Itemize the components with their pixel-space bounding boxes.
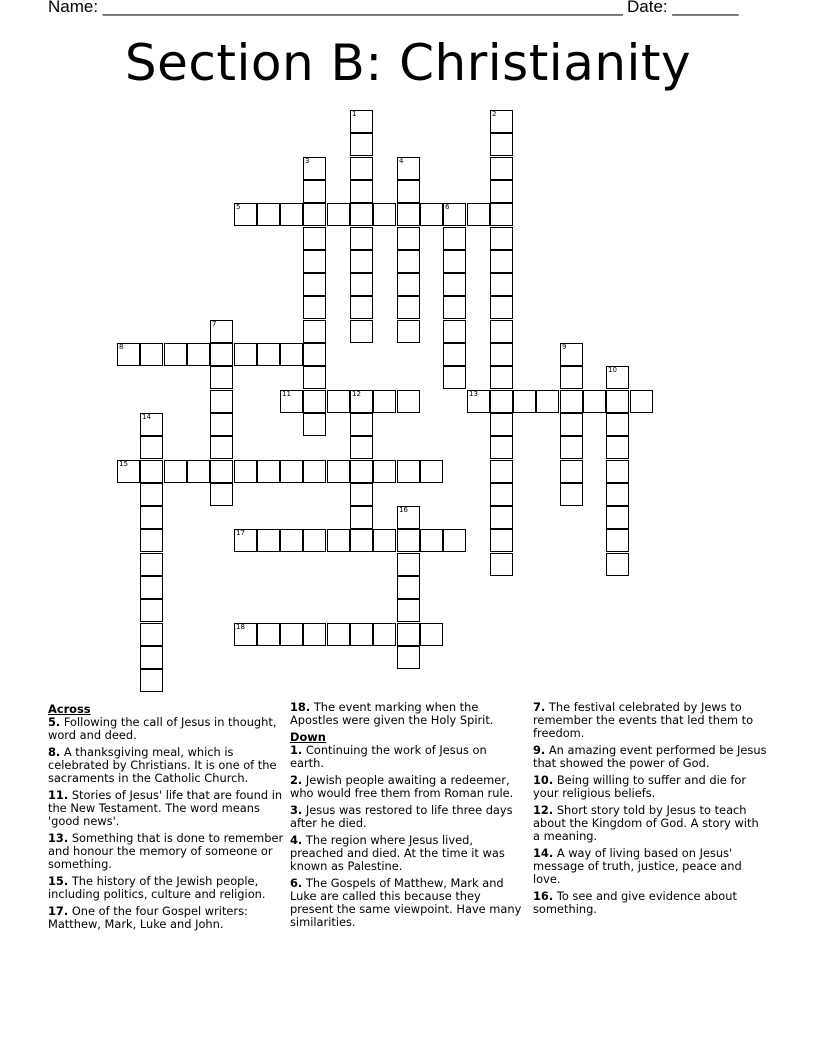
grid-cell[interactable] xyxy=(490,180,513,203)
grid-cell[interactable] xyxy=(187,343,210,366)
grid-cell[interactable] xyxy=(373,623,396,646)
grid-cell[interactable] xyxy=(490,273,513,296)
grid-cell[interactable] xyxy=(140,483,163,506)
grid-cell[interactable] xyxy=(303,157,326,180)
grid-cell[interactable] xyxy=(606,413,629,436)
grid-cell[interactable] xyxy=(280,390,303,413)
grid-cell[interactable] xyxy=(397,623,420,646)
grid-cell[interactable] xyxy=(397,296,420,319)
clue-number: 13 xyxy=(469,390,478,398)
grid-cell[interactable] xyxy=(303,203,326,226)
grid-cell[interactable] xyxy=(490,110,513,133)
grid-cell[interactable] xyxy=(350,529,373,552)
grid-cell[interactable] xyxy=(257,203,280,226)
grid-cell[interactable] xyxy=(536,390,559,413)
grid-cell[interactable] xyxy=(606,390,629,413)
grid-cell[interactable] xyxy=(210,413,233,436)
grid-cell[interactable] xyxy=(164,343,187,366)
clue-down-7: 7. The festival celebrated by Jews to remember the events that led them to freedom. xyxy=(533,700,754,740)
grid-cell[interactable] xyxy=(397,157,420,180)
grid-cell[interactable] xyxy=(350,180,373,203)
grid-cell[interactable] xyxy=(117,460,140,483)
grid-cell[interactable] xyxy=(443,296,466,319)
clue-number: 9 xyxy=(562,343,567,351)
clue-across-18: 18. The event marking when the Apostles were given the Holy Spirit. xyxy=(290,700,494,727)
grid-cell[interactable] xyxy=(490,203,513,226)
grid-cell[interactable] xyxy=(327,529,350,552)
clue-number: 10 xyxy=(608,366,617,374)
clue-down-6: 6. The Gospels of Matthew, Mark and Luke are called this because they present the same viewpoint. Have many similarities. xyxy=(290,876,522,929)
grid-cell[interactable] xyxy=(140,646,163,669)
clue-across-13: 13. Something that is done to remember and honour the memory of someone or something. xyxy=(48,831,284,871)
grid-cell[interactable] xyxy=(187,460,210,483)
grid-cell[interactable] xyxy=(397,203,420,226)
grid-cell[interactable] xyxy=(303,320,326,343)
grid-cell[interactable] xyxy=(606,529,629,552)
down-heading: Down xyxy=(290,730,326,744)
grid-cell[interactable] xyxy=(420,623,443,646)
clue-number: 1 xyxy=(352,110,357,118)
grid-cell[interactable] xyxy=(420,460,443,483)
grid-cell[interactable] xyxy=(140,343,163,366)
grid-cell[interactable] xyxy=(443,203,466,226)
grid-cell[interactable] xyxy=(303,250,326,273)
grid-cell[interactable] xyxy=(350,273,373,296)
grid-cell[interactable] xyxy=(350,296,373,319)
grid-cell[interactable] xyxy=(234,460,257,483)
grid-cell[interactable] xyxy=(490,133,513,156)
clue-down-10: 10. Being willing to suffer and die for your religious beliefs. xyxy=(533,773,747,800)
grid-cell[interactable] xyxy=(397,390,420,413)
grid-cell[interactable] xyxy=(490,553,513,576)
grid-cell[interactable] xyxy=(373,203,396,226)
clue-number: 11 xyxy=(282,390,291,398)
grid-cell[interactable] xyxy=(397,180,420,203)
grid-cell[interactable] xyxy=(397,250,420,273)
clue-across-5: 5. Following the call of Jesus in thought, word and deed. xyxy=(48,715,277,742)
grid-cell[interactable] xyxy=(303,623,326,646)
grid-cell[interactable] xyxy=(560,413,583,436)
grid-cell[interactable] xyxy=(583,390,606,413)
grid-cell[interactable] xyxy=(397,576,420,599)
grid-cell[interactable] xyxy=(164,460,187,483)
name-field[interactable]: Name: _______________________________________________________ xyxy=(48,0,623,16)
grid-cell[interactable] xyxy=(373,460,396,483)
clue-down-1: 1. Continuing the work of Jesus on earth. xyxy=(290,743,487,770)
grid-cell[interactable] xyxy=(397,599,420,622)
grid-cell[interactable] xyxy=(420,203,443,226)
grid-cell[interactable] xyxy=(350,460,373,483)
grid-cell[interactable] xyxy=(210,390,233,413)
grid-cell[interactable] xyxy=(280,623,303,646)
grid-cell[interactable] xyxy=(140,529,163,552)
clue-down-14: 14. A way of living based on Jesus' message of truth, justice, peace and love. xyxy=(533,846,742,886)
grid-cell[interactable] xyxy=(327,623,350,646)
grid-cell[interactable] xyxy=(303,460,326,483)
grid-cell[interactable] xyxy=(606,436,629,459)
grid-cell[interactable] xyxy=(257,623,280,646)
grid-cell[interactable] xyxy=(140,623,163,646)
clue-number: 7 xyxy=(212,320,217,328)
grid-cell[interactable] xyxy=(327,460,350,483)
grid-cell[interactable] xyxy=(280,203,303,226)
grid-cell[interactable] xyxy=(350,436,373,459)
grid-cell[interactable] xyxy=(303,273,326,296)
clues-column-1 xyxy=(48,701,284,935)
clues-column-2 xyxy=(290,701,522,933)
grid-cell[interactable] xyxy=(257,529,280,552)
grid-cell[interactable] xyxy=(303,390,326,413)
grid-cell[interactable] xyxy=(490,413,513,436)
grid-cell[interactable] xyxy=(350,320,373,343)
grid-cell[interactable] xyxy=(397,646,420,669)
grid-cell[interactable] xyxy=(397,529,420,552)
grid-cell[interactable] xyxy=(490,506,513,529)
clue-down-12: 12. Short story told by Jesus to teach about the Kingdom of God. A story with a meaning. xyxy=(533,803,759,843)
clue-down-4: 4. The region where Jesus lived, preached and died. At the time it was known as Palestine. xyxy=(290,833,505,873)
clue-down-3: 3. Jesus was restored to life three days after he died. xyxy=(290,803,513,830)
grid-cell[interactable] xyxy=(210,460,233,483)
grid-cell[interactable] xyxy=(560,436,583,459)
grid-cell[interactable] xyxy=(303,227,326,250)
grid-cell[interactable] xyxy=(490,390,513,413)
grid-cell[interactable] xyxy=(234,623,257,646)
grid-cell[interactable] xyxy=(140,576,163,599)
clue-number: 6 xyxy=(445,203,450,211)
grid-cell[interactable] xyxy=(490,366,513,389)
grid-cell[interactable] xyxy=(350,250,373,273)
grid-cell[interactable] xyxy=(490,436,513,459)
grid-cell[interactable] xyxy=(210,366,233,389)
grid-cell[interactable] xyxy=(350,133,373,156)
grid-cell[interactable] xyxy=(140,669,163,692)
clue-across-8: 8. A thanksgiving meal, which is celebrated by Christians. It is one of the sacraments in the Catholic Church. xyxy=(48,745,277,785)
clue-down-16: 16. To see and give evidence about something. xyxy=(533,889,737,916)
clue-number: 12 xyxy=(352,390,361,398)
grid-cell[interactable] xyxy=(350,203,373,226)
grid-cell[interactable] xyxy=(257,460,280,483)
grid-cell[interactable] xyxy=(397,320,420,343)
clues-column-3 xyxy=(533,701,769,920)
grid-cell[interactable] xyxy=(210,320,233,343)
grid-cell[interactable] xyxy=(490,227,513,250)
grid-cell[interactable] xyxy=(606,483,629,506)
grid-cell[interactable] xyxy=(443,250,466,273)
grid-cell[interactable] xyxy=(350,390,373,413)
grid-cell[interactable] xyxy=(490,483,513,506)
grid-cell[interactable] xyxy=(303,343,326,366)
clue-number: 3 xyxy=(305,157,310,165)
clue-across-15: 15. The history of the Jewish people, including politics, culture and religion. xyxy=(48,874,266,901)
grid-cell[interactable] xyxy=(397,506,420,529)
clue-number: 14 xyxy=(142,413,151,421)
grid-cell[interactable] xyxy=(140,460,163,483)
grid-cell[interactable] xyxy=(560,483,583,506)
grid-cell[interactable] xyxy=(140,553,163,576)
grid-cell[interactable] xyxy=(234,529,257,552)
grid-cell[interactable] xyxy=(350,157,373,180)
grid-cell[interactable] xyxy=(467,203,490,226)
grid-cell[interactable] xyxy=(560,366,583,389)
grid-cell[interactable] xyxy=(630,390,653,413)
clue-down-2: 2. Jewish people awaiting a redeemer, who would free them from Roman rule. xyxy=(290,773,514,800)
grid-cell[interactable] xyxy=(490,157,513,180)
grid-cell[interactable] xyxy=(303,413,326,436)
grid-cell[interactable] xyxy=(397,460,420,483)
clue-number: 8 xyxy=(119,343,124,351)
clue-number: 5 xyxy=(236,203,241,211)
grid-cell[interactable] xyxy=(560,460,583,483)
grid-cell[interactable] xyxy=(560,343,583,366)
grid-cell[interactable] xyxy=(560,390,583,413)
grid-cell[interactable] xyxy=(234,203,257,226)
grid-cell[interactable] xyxy=(606,553,629,576)
grid-cell[interactable] xyxy=(606,506,629,529)
grid-cell[interactable] xyxy=(210,436,233,459)
clue-number: 17 xyxy=(236,529,245,537)
grid-cell[interactable] xyxy=(303,529,326,552)
grid-cell[interactable] xyxy=(606,366,629,389)
grid-cell[interactable] xyxy=(350,483,373,506)
grid-cell[interactable] xyxy=(443,366,466,389)
grid-cell[interactable] xyxy=(467,390,490,413)
grid-cell[interactable] xyxy=(210,343,233,366)
date-field[interactable]: Date: _______ xyxy=(627,0,739,16)
grid-cell[interactable] xyxy=(490,320,513,343)
grid-cell[interactable] xyxy=(280,343,303,366)
grid-cell[interactable] xyxy=(350,227,373,250)
grid-cell[interactable] xyxy=(490,460,513,483)
grid-cell[interactable] xyxy=(327,390,350,413)
grid-cell[interactable] xyxy=(210,483,233,506)
grid-cell[interactable] xyxy=(117,343,140,366)
grid-cell[interactable] xyxy=(513,390,536,413)
grid-cell[interactable] xyxy=(606,460,629,483)
grid-cell[interactable] xyxy=(443,320,466,343)
grid-cell[interactable] xyxy=(490,250,513,273)
clue-across-17: 17. One of the four Gospel writers: Matthew, Mark, Luke and John. xyxy=(48,904,248,931)
grid-cell[interactable] xyxy=(443,343,466,366)
clue-across-11: 11. Stories of Jesus' life that are found in the New Testament. The word means 'good news'. xyxy=(48,788,283,828)
grid-cell[interactable] xyxy=(397,227,420,250)
grid-cell[interactable] xyxy=(373,390,396,413)
clue-number: 18 xyxy=(236,623,245,631)
grid-cell[interactable] xyxy=(350,110,373,133)
grid-cell[interactable] xyxy=(303,180,326,203)
grid-cell[interactable] xyxy=(397,273,420,296)
grid-cell[interactable] xyxy=(327,203,350,226)
grid-cell[interactable] xyxy=(257,343,280,366)
grid-cell[interactable] xyxy=(350,506,373,529)
grid-cell[interactable] xyxy=(140,436,163,459)
clue-number: 2 xyxy=(492,110,497,118)
clue-down-9: 9. An amazing event performed be Jesus that showed the power of God. xyxy=(533,743,767,770)
grid-cell[interactable] xyxy=(490,343,513,366)
grid-cell[interactable] xyxy=(443,273,466,296)
grid-cell[interactable] xyxy=(140,599,163,622)
clue-number: 15 xyxy=(119,460,128,468)
grid-cell[interactable] xyxy=(234,343,257,366)
grid-cell[interactable] xyxy=(303,296,326,319)
grid-cell[interactable] xyxy=(350,413,373,436)
grid-cell[interactable] xyxy=(280,460,303,483)
grid-cell[interactable] xyxy=(397,553,420,576)
grid-cell[interactable] xyxy=(140,413,163,436)
grid-cell[interactable] xyxy=(373,529,396,552)
grid-cell[interactable] xyxy=(443,529,466,552)
page-title: Section B: Christianity xyxy=(124,34,692,92)
clue-number: 4 xyxy=(399,157,404,165)
grid-cell[interactable] xyxy=(443,227,466,250)
grid-cell[interactable] xyxy=(490,296,513,319)
grid-cell[interactable] xyxy=(280,529,303,552)
across-heading: Across xyxy=(48,702,91,716)
clue-number: 16 xyxy=(399,506,408,514)
grid-cell[interactable] xyxy=(303,366,326,389)
grid-cell[interactable] xyxy=(350,623,373,646)
grid-cell[interactable] xyxy=(490,529,513,552)
grid-cell[interactable] xyxy=(140,506,163,529)
grid-cell[interactable] xyxy=(420,529,443,552)
